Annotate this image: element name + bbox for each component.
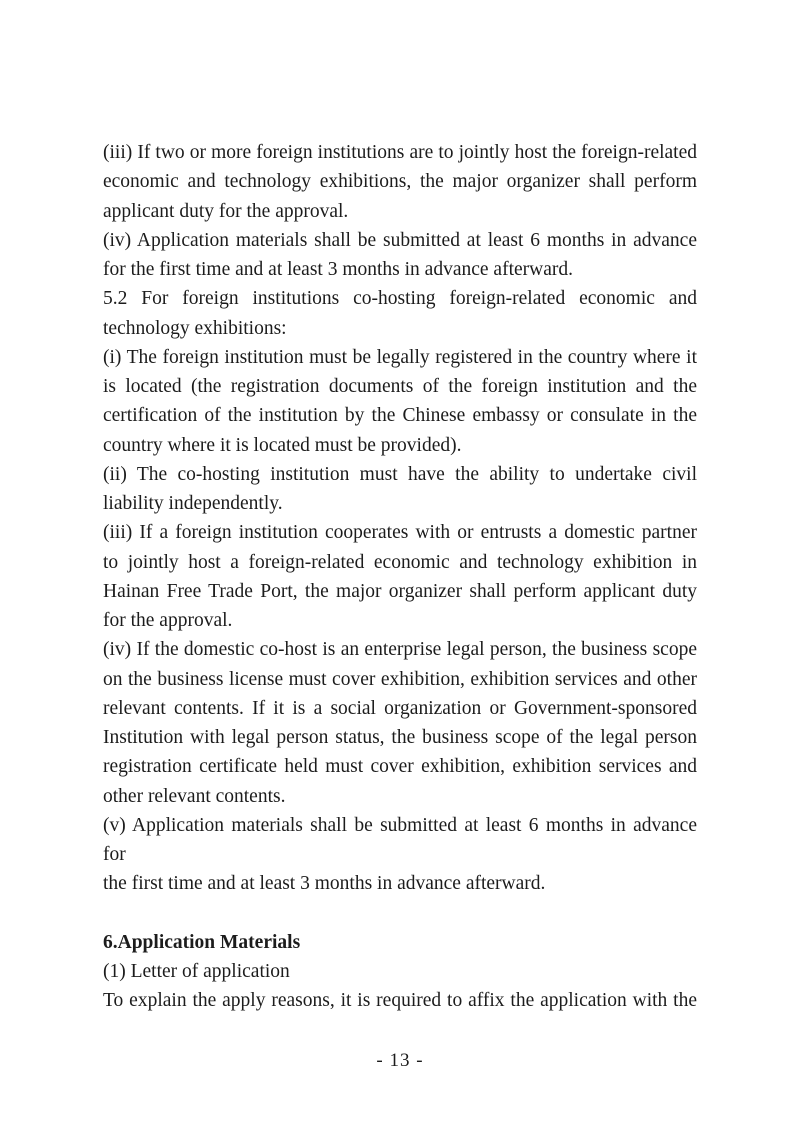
para-5-2-v [103, 811, 697, 899]
blank-line [103, 899, 697, 928]
para-6-1 [103, 957, 697, 986]
text-line: for the first time and at least 3 months in advance afterward. [103, 259, 573, 280]
text-line: (iii) If a foreign institution cooperates with or entrusts a domestic partner [103, 522, 697, 544]
text-line: Institution with legal person status, the business scope of the legal person [103, 727, 697, 748]
page-footer [0, 1050, 800, 1072]
para-5-2-iii [103, 518, 697, 635]
text-line: (v) Application materials shall be submitted at least 6 months in advance for [103, 814, 697, 865]
text-line: is located (the registration documents of the foreign institution and the [103, 376, 697, 397]
para-5-2-i [103, 343, 697, 460]
text-line: relevant contents. If it is a social organization or Government-sponsored [103, 697, 697, 719]
text-line: (1) Letter of application [103, 961, 290, 982]
text-line: technology exhibitions: [103, 317, 287, 339]
text-line: (i) The foreign institution must be legally registered in the country where it [103, 346, 697, 368]
text-line: certification of the institution by the Chinese embassy or consulate in the [103, 405, 697, 427]
text-line: the first time and at least 3 months in advance afterward. [103, 873, 546, 895]
page-number: - 13 - [376, 1050, 424, 1071]
text-line: country where it is located must be provided). [103, 434, 462, 456]
para-5-2 [103, 284, 697, 343]
text-line: (ii) The co-hosting institution must have the ability to undertake civil [103, 463, 697, 485]
text-line: other relevant contents. [103, 785, 286, 807]
text-line: (iv) If the domestic co-host is an enterprise legal person, the business scope [103, 639, 697, 661]
document-body [103, 138, 697, 1016]
text-line: Hainan Free Trade Port, the major organizer shall perform applicant duty [103, 580, 697, 602]
para-5-1-iii [103, 138, 697, 226]
para-5-2-ii [103, 460, 697, 519]
para-6-1-intro [103, 986, 697, 1015]
text-line: (iii) If two or more foreign institutions are to jointly host the foreign-related [103, 142, 697, 163]
text-line: 5.2 For foreign institutions co-hosting foreign-related economic and [103, 288, 697, 310]
text-line: registration certificate held must cover exhibition, exhibition services and [103, 756, 697, 778]
text-line: (iv) Application materials shall be submitted at least 6 months in advance [103, 229, 697, 251]
text-line: 6.Application Materials [103, 931, 301, 953]
text-line: To explain the apply reasons, it is required to affix the application with the [103, 990, 697, 1012]
para-5-2-iv [103, 635, 697, 811]
text-line: to jointly host a foreign-related economic and technology exhibition in [103, 551, 697, 573]
text-line: for the approval. [103, 610, 233, 631]
text-line: liability independently. [103, 493, 283, 514]
para-5-1-iv [103, 226, 697, 285]
text-line: on the business license must cover exhibition, exhibition services and other [103, 668, 697, 690]
heading-6-application-materials [103, 928, 697, 957]
text-line: economic and technology exhibitions, the major organizer shall perform [103, 171, 697, 193]
text-line: applicant duty for the approval. [103, 200, 349, 222]
